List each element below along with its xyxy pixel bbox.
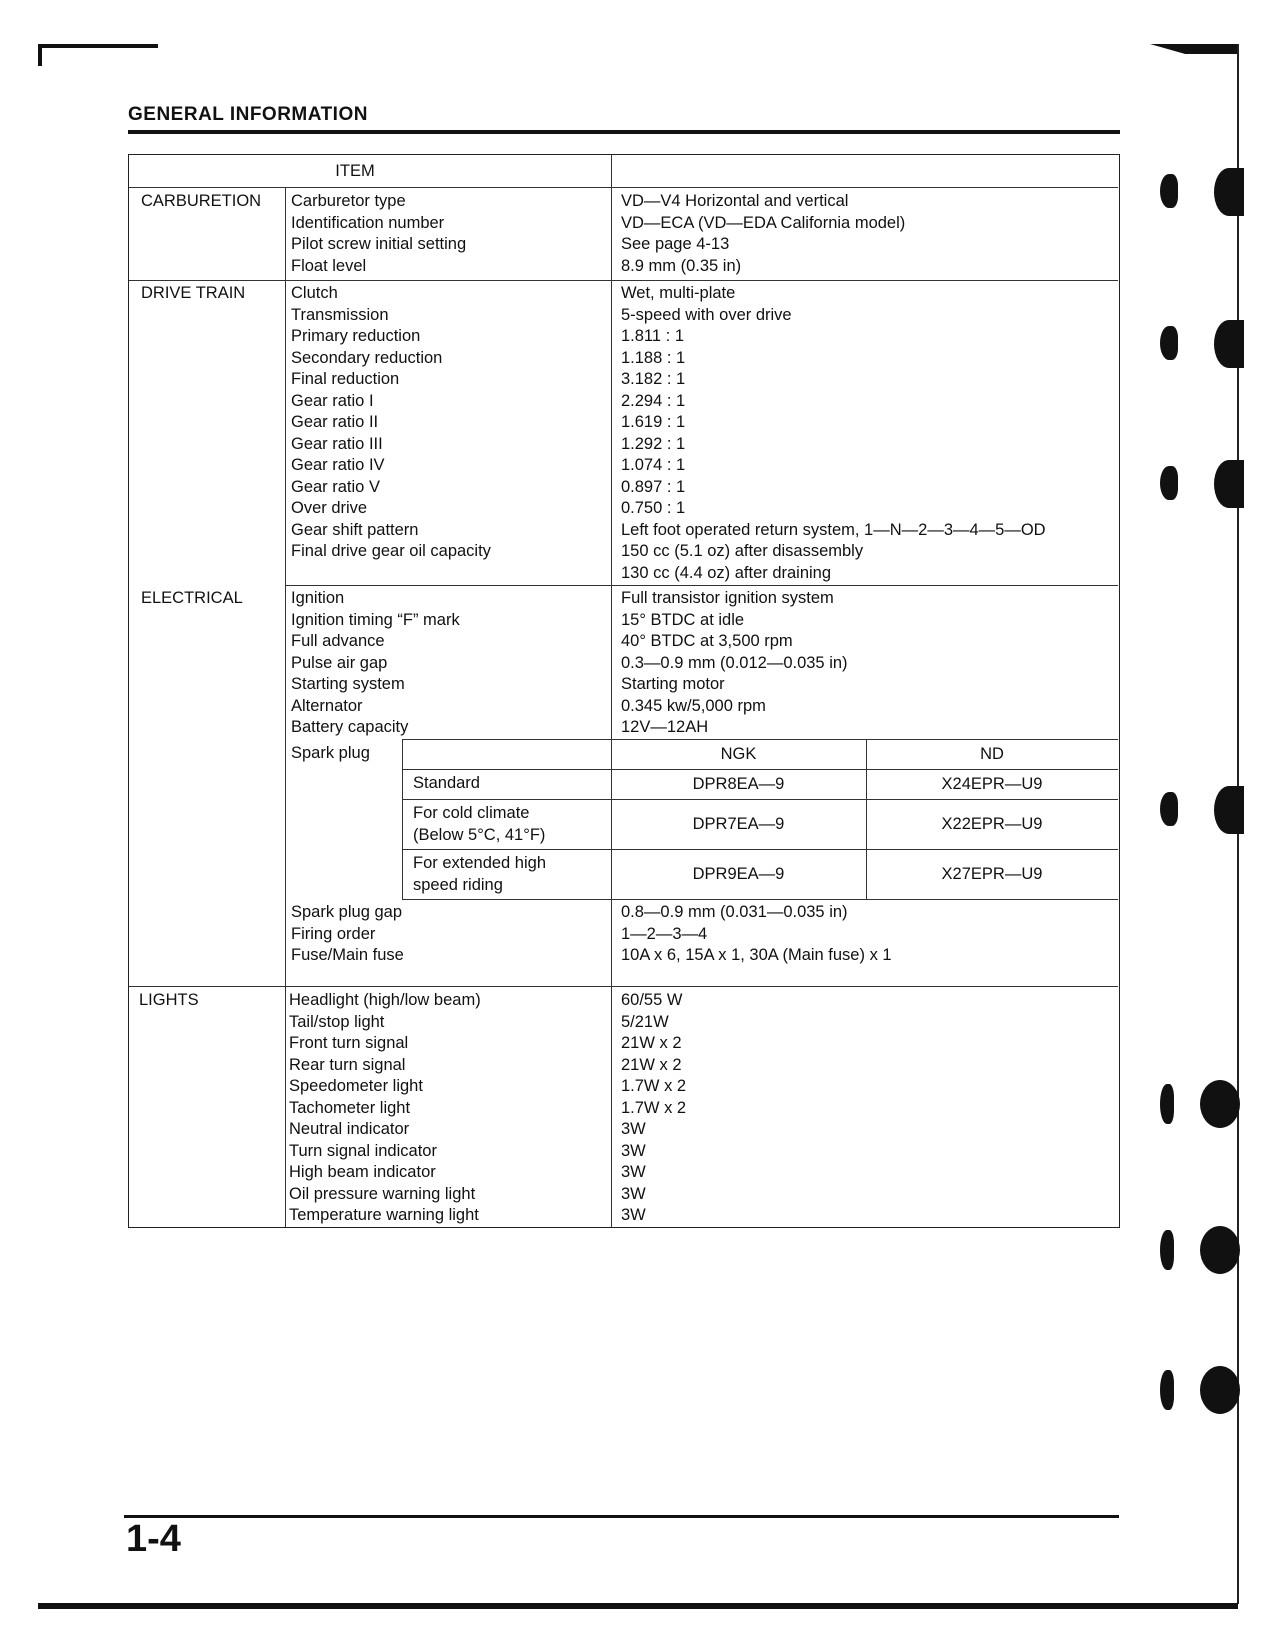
spark-table-bottom [402,899,1118,900]
condition-line: For cold climate [413,804,530,822]
item-label: Final reduction [291,370,400,388]
electrical-values [621,588,848,739]
item-label: Rear turn signal [289,1055,406,1074]
section-index-tab-mark [1160,1080,1230,1132]
spark-condition-divider [402,739,403,899]
item-label: Float level [291,256,367,275]
item-value: 0.345 kw/5,000 rpm [621,696,766,715]
spark-row-ngk: DPR9EA—9 [692,864,785,883]
item-label: Headlight (high/low beam) [289,991,481,1009]
condition-line: For extended high [413,854,547,872]
item-value: See page 4-13 [621,235,730,253]
item-label: Turn signal indicator [289,1141,437,1160]
spark-row-nd: X22EPR—U9 [941,814,1043,833]
item-label: Pulse air gap [291,653,388,672]
electrical-items [291,588,460,739]
column-divider [611,155,612,1227]
title-underline [128,130,1120,134]
electrical-items-continued [291,902,404,967]
item-label: Pilot screw initial setting [291,235,467,253]
item-value: 1.7W x 2 [621,1098,687,1117]
item-value: 10A x 6, 15A x 1, 30A (Main fuse) x 1 [621,946,892,964]
corner-mark-top-left-vertical [38,44,42,66]
section-index-tab-mark [1160,1366,1230,1418]
item-label: Tail/stop light [289,1012,385,1031]
spark-row-ngk: DPR8EA—9 [692,774,785,793]
item-value: 0.750 : 1 [621,499,686,517]
section-index-tab-mark [1160,786,1230,838]
spark-row-nd: X24EPR—U9 [941,774,1043,793]
item-value: 8.9 mm (0.35 in) [621,256,742,275]
item-value: 3W [621,1206,646,1224]
item-value: 1—2—3—4 [621,924,708,943]
item-label: Transmission [291,305,389,324]
item-label: Gear ratio V [291,477,380,496]
electrical-values-continued [621,902,892,967]
item-label: Gear shift pattern [291,520,419,539]
item-value: VD—V4 Horizontal and vertical [621,192,849,210]
section-divider [285,585,1118,586]
section-divider [129,986,1118,987]
condition-line: speed riding [413,875,503,894]
category-lights: LIGHTS [139,991,199,1009]
section-divider [129,280,1118,281]
item-value: 21W x 2 [621,1034,682,1052]
page-number: 1-4 [126,1518,181,1560]
item-label: Alternator [291,696,363,715]
item-value: Starting motor [621,675,725,693]
item-label: Ignition [291,589,345,607]
drive-train-values [621,283,1046,584]
item-value: 150 cc (5.1 oz) after disassembly [621,542,864,560]
item-value: 21W x 2 [621,1055,682,1074]
corner-mark-top-left [38,44,158,48]
item-value: 12V—12AH [621,718,709,736]
item-value: Left foot operated return system, 1—N—2—3—4—5—OD [621,520,1046,539]
item-label: Speedometer light [289,1077,423,1095]
item-value: 1.811 : 1 [621,327,684,345]
item-label: Gear ratio III [291,434,383,453]
category-drive-train: DRIVE TRAIN [141,284,246,302]
item-value: 0.3—0.9 mm (0.012—0.035 in) [621,653,848,672]
carburetion-items [291,191,466,277]
category-carburetion: CARBURETION [141,192,262,210]
page-title: GENERAL INFORMATION [128,104,368,125]
item-value: 130 cc (4.4 oz) after draining [621,563,832,582]
item-value: VD—ECA (VD—EDA California model) [621,213,906,232]
item-label: Spark plug gap [291,903,402,921]
item-label: Over drive [291,499,368,517]
section-index-tab-mark [1160,320,1230,372]
item-label: Fuse/Main fuse [291,946,404,964]
item-label: Front turn signal [289,1034,409,1052]
specifications-table [128,154,1120,1228]
item-value: 3W [621,1141,646,1160]
section-index-tab-mark [1160,168,1230,220]
spark-row-ngk: DPR7EA—9 [692,814,785,833]
spark-row-nd: X27EPR—U9 [941,864,1043,883]
item-label: Gear ratio I [291,391,374,410]
section-index-tab-mark [1160,1226,1230,1278]
carburetion-values [621,191,905,277]
drive-train-items [291,283,491,563]
corner-mark-top-right [1150,44,1238,54]
item-value: 40° BTDC at 3,500 rpm [621,632,793,650]
item-label: Gear ratio IV [291,456,385,474]
condition-line: Standard [413,774,480,792]
item-value: 60/55 W [621,991,683,1009]
category-electrical: ELECTRICAL [141,589,243,607]
item-value: 1.292 : 1 [621,434,686,453]
item-value: 1.074 : 1 [621,456,686,474]
item-label: Full advance [291,632,385,650]
item-label: Gear ratio II [291,413,379,431]
section-index-tab-mark [1160,460,1230,512]
bottom-border [38,1603,1238,1609]
item-value: 15° BTDC at idle [621,610,745,629]
spark-col-nd: ND [980,744,1004,763]
item-value: 1.188 : 1 [621,348,686,367]
item-label: Final drive gear oil capacity [291,542,491,560]
item-value: 0.897 : 1 [621,477,686,496]
footer-rule [124,1515,1119,1518]
item-value: 0.8—0.9 mm (0.031—0.035 in) [621,903,848,921]
item-label: Tachometer light [289,1098,411,1117]
spark-row-condition [413,853,546,896]
item-label: Ignition timing “F” mark [291,610,460,629]
item-value: 3.182 : 1 [621,370,686,388]
item-label: Firing order [291,924,376,943]
item-value: Wet, multi-plate [621,284,736,302]
lights-values [621,990,686,1227]
item-value: Full transistor ignition system [621,589,834,607]
spark-plug-label: Spark plug [291,744,370,762]
item-label: Secondary reduction [291,348,443,367]
item-label: Identification number [291,213,445,232]
item-label: Temperature warning light [289,1206,479,1224]
item-value: 5-speed with over drive [621,305,792,324]
item-value: 1.619 : 1 [621,413,686,431]
item-value: 1.7W x 2 [621,1077,687,1095]
item-label: Oil pressure warning light [289,1184,476,1203]
item-label: High beam indicator [289,1163,436,1181]
spark-col-ngk: NGK [720,744,757,763]
spark-row-condition [413,773,480,795]
header-divider [129,187,1118,188]
item-label: Starting system [291,675,405,693]
item-label: Clutch [291,284,338,302]
item-value: 3W [621,1163,646,1181]
lights-items [289,990,481,1227]
item-value: 3W [621,1120,646,1138]
item-label: Primary reduction [291,327,421,345]
column-divider [285,187,286,1227]
item-header: ITEM [335,161,375,180]
item-value: 2.294 : 1 [621,391,686,410]
item-label: Neutral indicator [289,1120,410,1138]
item-value: 3W [621,1184,646,1203]
spark-row-condition [413,803,545,846]
item-value: 5/21W [621,1012,669,1031]
condition-line: (Below 5°C, 41°F) [413,825,546,844]
item-label: Carburetor type [291,192,406,210]
item-label: Battery capacity [291,718,409,736]
